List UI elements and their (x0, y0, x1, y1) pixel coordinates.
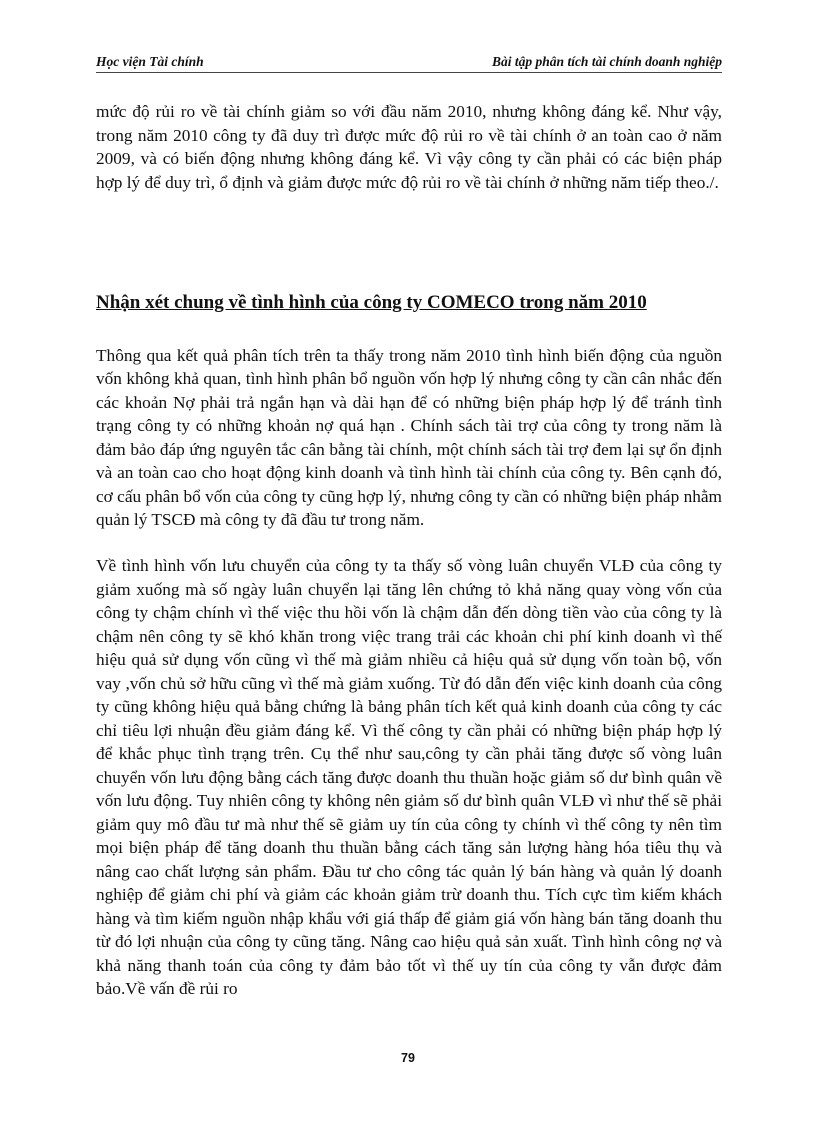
body-paragraph-2: Thông qua kết quả phân tích trên ta thấy trong năm 2010 tình hình biến động của nguồn vốn không khả quan, tình hình phân bổ nguồn vốn hợp lý nhưng công ty cần cân nhắc đến các khoản Nợ phải trả ngắn hạn và dài hạn để có những biện pháp hợp lý để tránh tình trạng công ty có những khoản nợ quá hạn . Chính sách tài trợ của công ty trong năm là đảm bảo đáp ứng nguyên tắc cân bằng tài chính, một chính sách tài trợ đem lại sự ổn định và an toàn cao cho hoạt động kinh doanh và tình hình tài chính của công ty. Bên cạnh đó, cơ cấu phân bổ vốn của công ty cũng hợp lý, nhưng công ty cần có những biện pháp nhằm quản lý TSCĐ mà công ty đã đầu tư trong năm. (96, 346, 722, 530)
section-title: Nhận xét chung về tình hình của công ty COMECO trong năm 2010 (96, 292, 647, 313)
body-paragraph-3: Về tình hình vốn lưu chuyển của công ty ta thấy số vòng luân chuyển VLĐ của công ty giảm xuống mà số ngày luân chuyển lại tăng lên chứng tỏ khả năng quay vòng vốn của công ty chậm chính vì thế việc thu hồi vốn là chậm dẫn đến dòng tiền vào của công ty là chậm nên công ty sẽ khó khăn trong việc trang trải các khoản chi phí kinh doanh vì thế hiệu quả sử dụng vốn cũng vì thế mà giảm nhiều cả hiệu quả sử dụng vốn toàn bộ, vốn vay ,vốn chủ sở hữu cũng vì thế mà giảm xuống. Từ đó dẫn đến việc kinh doanh của công ty cũng không hiệu quả bằng chứng là bảng phân tích kết quả kinh doanh của công ty các chỉ tiêu lợi nhuận đều giảm đáng kể. Vì thế công ty cần phải có những biện pháp hợp lý để khắc phục tình trạng trên. Cụ thể như sau,công ty cần phải tăng được số vòng luân chuyển vốn lưu động bằng cách tăng được doanh thu thuần hoặc giảm số dư bình quân về vốn lưu động. Tuy nhiên công ty không nên giảm số dư bình quân VLĐ vì như thế sẽ phải giảm quy mô đầu tư mà như thế sẽ giảm uy tín của công ty chính vì thế công ty nên tìm mọi biện pháp để tăng doanh thu thuần bằng cách tăng sản lượng hàng hóa tiêu thụ và nâng cao chất lượng sản phẩm. Đầu tư cho công tác quản lý bán hàng và quản lý doanh nghiệp để giảm chi phí và giảm các khoản giảm trừ doanh thu. Tích cực tìm kiếm khách hàng và tìm kiếm nguồn nhập khẩu với giá thấp để giảm giá vốn hàng bán tăng doanh thu từ đó lợi nhuận của công ty cũng tăng. Nâng cao hiệu quả sản xuất. Tình hình công nợ và khả năng thanh toán của công ty đảm bảo tốt vì thế uy tín của công ty vẫn được đảm bảo.Về vấn đề rủi ro (96, 556, 722, 998)
header-institution: Học viện Tài chính (96, 54, 204, 69)
page-number: 79 (401, 1051, 415, 1065)
body-paragraph-1: mức độ rủi ro về tài chính giảm so với đầu năm 2010, nhưng không đáng kể. Như vậy, trong năm 2010 công ty đã duy trì được mức độ rủi ro về tài chính ở an toàn cao ở năm 2009, và có biến động nhưng không đáng kể. Vì vậy công ty cần phải có các biện pháp hợp lý để duy trì, ổ định và giảm được mức độ rủi ro về tài chính ở những năm tiếp theo./. (96, 102, 722, 192)
page-header (96, 50, 722, 73)
header-document-title: Bài tập phân tích tài chính doanh nghiệp (492, 54, 722, 69)
